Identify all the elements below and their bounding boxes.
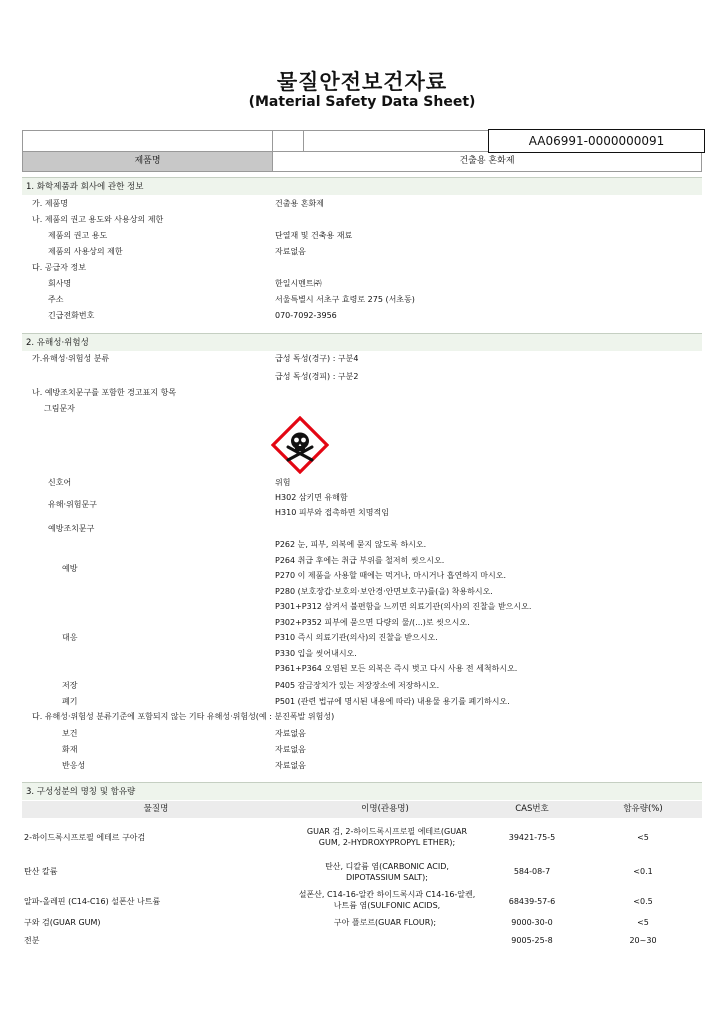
product-name-item-value: 건출용 혼화제 bbox=[275, 199, 324, 208]
precautionary-statements-label: 예방조치문구 bbox=[48, 524, 95, 533]
prevention-statement: P301+P312 삼켜서 불편함을 느끼면 의료기관(의사)의 진찰을 받으시오. bbox=[275, 602, 532, 611]
disposal-label: 폐기 bbox=[62, 697, 78, 706]
prevention-statement: P302+P352 피부에 묻으면 다량의 물/(...)로 씻으시오. bbox=[275, 618, 470, 627]
table-cell-name: 탄산 칼륨 bbox=[24, 867, 58, 876]
table-cell-alias: 설폰산, C14-16-알칸 하이드록시과 C14-16-알켄, 나트륨 염(SULFONIC ACIDS, bbox=[298, 890, 476, 910]
hazard-statement: H302 삼키면 유해함 bbox=[275, 493, 348, 502]
other-hazard-value: 자료없음 bbox=[275, 729, 306, 738]
table-cell-content: <5 bbox=[637, 918, 649, 927]
document-number: AA06991-0000000091 bbox=[488, 129, 705, 153]
table-cell-name: 구와 검(GUAR GUM) bbox=[24, 918, 101, 927]
table-cell-name: 알파-올레핀 (C14-C16) 설폰산 나트륨 bbox=[24, 897, 161, 906]
storage-statement: P405 잠금장치가 있는 저장장소에 저장하시오. bbox=[275, 681, 440, 690]
response-statement: P361+P364 오염된 모든 의복은 즉시 벗고 다시 사용 전 세척하시오. bbox=[275, 664, 518, 673]
response-statement: P330 입을 씻어내시오. bbox=[275, 649, 357, 658]
document-title: 물질안전보건자료 bbox=[276, 70, 448, 94]
table-cell-alias: 탄산, 디칼륨 염(CARBONIC ACID, DIPOTASSIUM SALT); bbox=[325, 862, 449, 882]
table-cell-content: <5 bbox=[637, 833, 649, 842]
table-cell-cas: 9000-30-0 bbox=[511, 918, 553, 927]
column-header-content: 함유량(%) bbox=[584, 801, 702, 818]
recommended-use-label: 제품의 권고 용도 bbox=[48, 231, 108, 240]
other-hazard-label: 화재 bbox=[62, 745, 78, 754]
hazard-statement: H310 피부와 접촉하면 치명적임 bbox=[275, 508, 389, 517]
table-cell-cas: 9005-25-8 bbox=[511, 936, 553, 945]
other-hazard-value: 자료없음 bbox=[275, 761, 306, 770]
table-cell-cas: 584-08-7 bbox=[513, 867, 551, 876]
storage-label: 저장 bbox=[62, 681, 78, 690]
table-cell-cas: 68439-57-6 bbox=[508, 897, 556, 906]
other-hazard-label: 보건 bbox=[62, 729, 78, 738]
classification-value: 급성 독성(경구) : 구분4 bbox=[275, 354, 359, 363]
table-cell-name: 2-하이드록시프로필 에테르 구아검 bbox=[24, 833, 146, 842]
column-header-alias: 이명(관용명) bbox=[290, 801, 480, 818]
prevention-statement: P270 이 제품을 사용할 때에는 먹거나, 마시거나 흡연하지 마시오. bbox=[275, 571, 506, 580]
prevention-statement: P280 (보호장갑·보호의·보안경·안면보호구)를(을) 착용하시오. bbox=[275, 587, 493, 596]
phone-label: 긴급전화번호 bbox=[48, 311, 95, 320]
disposal-statement: P501 (관련 법규에 명시된 내용에 따라) 내용물 용기를 폐기하시오. bbox=[275, 697, 510, 706]
column-header-name: 물질명 bbox=[22, 801, 290, 818]
other-hazards-heading: 다. 유해성·위험성 분류기준에 포함되지 않는 기타 유해성·위험성(예 : 분진폭발 위험성) bbox=[32, 712, 335, 721]
table-cell-alias: 구아 플로르(GUAR FLOUR); bbox=[333, 918, 437, 927]
table-cell-cas: 39421-75-5 bbox=[508, 833, 556, 842]
company-label: 회사명 bbox=[48, 279, 72, 288]
section-1-header: 1. 화학제품과 회사에 관한 정보 bbox=[22, 177, 702, 195]
product-name-label: 제품명 bbox=[23, 152, 272, 171]
product-name-item-label: 가. 제품명 bbox=[32, 199, 68, 208]
divider bbox=[303, 131, 304, 151]
classification-label: 가.유해성·위험성 분류 bbox=[32, 354, 110, 363]
pictogram-label: 그림문자 bbox=[44, 404, 75, 413]
supplier-heading: 다. 공급자 정보 bbox=[32, 263, 86, 272]
header-box bbox=[22, 130, 702, 172]
response-statement: P310 즉시 의료기관(의사)의 진찰을 받으시오. bbox=[275, 633, 438, 642]
phone-value: 070-7092-3956 bbox=[275, 311, 337, 320]
section-2-header: 2. 유해성·위험성 bbox=[22, 333, 702, 351]
column-header-cas: CAS번호 bbox=[480, 801, 584, 818]
address-label: 주소 bbox=[48, 295, 64, 304]
use-restriction-value: 자료없음 bbox=[275, 247, 306, 256]
table-cell-name: 전분 bbox=[24, 936, 40, 945]
table-cell-content: 20~30 bbox=[629, 936, 657, 945]
other-hazard-value: 자료없음 bbox=[275, 745, 306, 754]
table-cell-content: <0.1 bbox=[633, 867, 653, 876]
recommended-use-heading: 나. 제품의 권고 용도와 사용상의 제한 bbox=[32, 215, 164, 224]
document-subtitle: (Material Safety Data Sheet) bbox=[248, 94, 476, 110]
prevention-statement: P264 취급 후에는 취급 부위를 철저히 씻으시오. bbox=[275, 556, 445, 565]
section-3-header: 3. 구성성분의 명칭 및 함유량 bbox=[22, 782, 702, 800]
table-cell-content: <0.5 bbox=[633, 897, 653, 906]
table-cell-alias: GUAR 검, 2-하이드록시프로필 에테르(GUAR GUM, 2-HYDROXYPROPYL ETHER); bbox=[306, 827, 468, 847]
use-restriction-label: 제품의 사용상의 제한 bbox=[48, 247, 123, 256]
skull-crossbones-icon bbox=[271, 416, 329, 474]
signal-word-label: 신호어 bbox=[48, 478, 72, 487]
other-hazard-label: 반응성 bbox=[62, 761, 86, 770]
response-label: 대응 bbox=[62, 633, 78, 642]
product-name-value: 건출용 혼화제 bbox=[459, 156, 515, 166]
label-elements-heading: 나. 예방조치문구를 포함한 경고표지 항목 bbox=[32, 388, 177, 397]
classification-value: 급성 독성(경피) : 구분2 bbox=[275, 372, 359, 381]
signal-word-value: 위험 bbox=[275, 478, 291, 487]
hazard-statements-label: 유해·위험문구 bbox=[48, 500, 97, 509]
recommended-use-value: 단열재 및 건축용 재료 bbox=[275, 231, 353, 240]
company-value: 한일시멘트㈜ bbox=[275, 279, 322, 288]
address-value: 서울특별시 서초구 효령로 275 (서초동) bbox=[275, 295, 415, 304]
prevention-statement: P262 눈, 피부, 의복에 묻지 않도록 하시오. bbox=[275, 540, 427, 549]
prevention-label: 예방 bbox=[62, 564, 78, 573]
